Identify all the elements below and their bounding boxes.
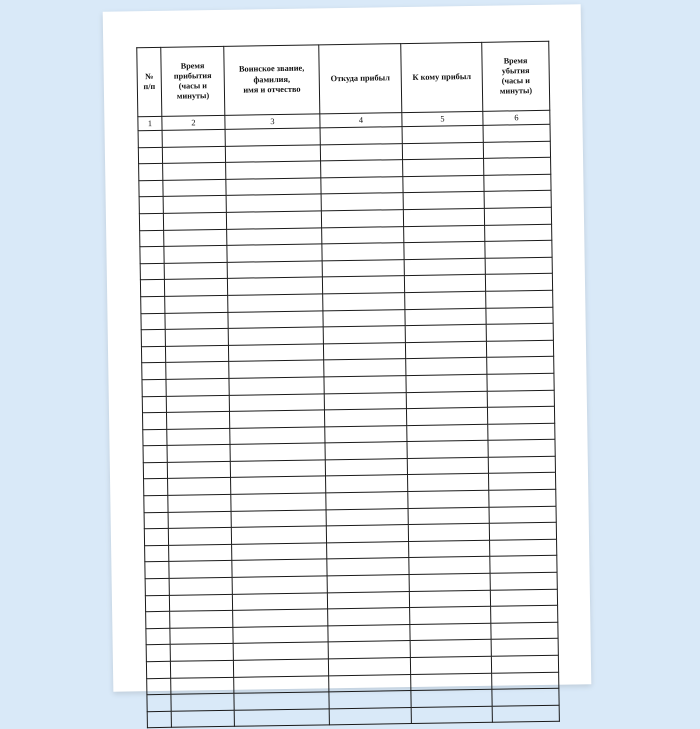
table-cell[interactable]: [324, 359, 406, 377]
table-cell[interactable]: [169, 561, 232, 579]
table-cell[interactable]: [143, 462, 167, 479]
table-cell[interactable]: [324, 375, 406, 393]
table-cell[interactable]: [406, 358, 487, 376]
header-line: прибытия: [173, 70, 212, 81]
table-cell[interactable]: [141, 346, 165, 363]
table-cell[interactable]: [233, 626, 328, 644]
table-cell[interactable]: [490, 539, 557, 557]
table-cell[interactable]: [406, 374, 487, 392]
table-cell[interactable]: [229, 410, 324, 428]
table-cell[interactable]: [143, 429, 167, 446]
table-cell[interactable]: [167, 428, 230, 446]
table-cell[interactable]: [483, 124, 550, 142]
table-cell[interactable]: [168, 528, 231, 546]
table-cell[interactable]: [322, 259, 404, 277]
column-number-cell: 2: [162, 115, 225, 130]
table-cell[interactable]: [233, 609, 328, 627]
table-cell[interactable]: [165, 345, 228, 363]
table-cell[interactable]: [486, 290, 553, 308]
table-cell[interactable]: [147, 711, 171, 728]
column-number-cell: 4: [320, 113, 402, 128]
table-cell[interactable]: [411, 689, 492, 707]
table-cell[interactable]: [405, 308, 486, 326]
header-line: фамилия,: [253, 74, 291, 85]
table-cell[interactable]: [320, 143, 402, 161]
table-cell[interactable]: [490, 572, 557, 590]
table-cell[interactable]: [491, 639, 558, 657]
table-cell[interactable]: [484, 207, 551, 225]
table-cell[interactable]: [324, 409, 406, 427]
table-cell[interactable]: [488, 473, 555, 491]
table-cell[interactable]: [141, 329, 165, 346]
column-header-arrival-time: [161, 46, 225, 116]
table-cell[interactable]: [228, 344, 323, 362]
table-cell[interactable]: [144, 495, 168, 512]
table-cell[interactable]: [410, 623, 491, 641]
table-cell[interactable]: [145, 545, 169, 562]
table-cell[interactable]: [322, 276, 404, 294]
table-cell[interactable]: [402, 142, 483, 160]
table-cell[interactable]: [233, 642, 328, 660]
table-cell[interactable]: [403, 192, 484, 210]
table-cell[interactable]: [411, 673, 492, 691]
table-cell[interactable]: [232, 543, 327, 561]
column-header-arrived-to-whom: [401, 42, 483, 112]
table-cell[interactable]: [167, 445, 230, 463]
table-cell[interactable]: [232, 576, 327, 594]
table-cell[interactable]: [327, 541, 409, 559]
table-cell[interactable]: [408, 524, 489, 542]
table-body: [138, 124, 559, 728]
paper-sheet: [103, 4, 592, 691]
table-cell[interactable]: [164, 229, 227, 247]
column-number-cell: 1: [138, 116, 162, 130]
table-cell[interactable]: [230, 443, 325, 461]
table-cell[interactable]: [491, 655, 558, 673]
table-cell[interactable]: [232, 592, 327, 610]
table-cell[interactable]: [320, 127, 402, 145]
table-cell[interactable]: [491, 605, 558, 623]
table-cell[interactable]: [329, 674, 411, 692]
table-cell[interactable]: [146, 628, 170, 645]
header-line: Откуда прибыл: [330, 73, 390, 83]
table-cell[interactable]: [327, 575, 409, 593]
header-line: №: [145, 71, 154, 81]
table-cell[interactable]: [169, 577, 232, 595]
table-cell[interactable]: [486, 323, 553, 341]
header-line: Воинское звание,: [238, 63, 305, 74]
table-cell[interactable]: [483, 141, 550, 159]
column-header-number: [137, 47, 162, 116]
table-cell[interactable]: [234, 709, 329, 727]
table-cell[interactable]: [139, 197, 163, 214]
table-cell[interactable]: [146, 612, 170, 629]
table-cell[interactable]: [138, 147, 162, 164]
table-cell[interactable]: [489, 489, 556, 507]
table-cell[interactable]: [168, 478, 231, 496]
table-cell[interactable]: [227, 261, 322, 279]
table-cell[interactable]: [169, 544, 232, 562]
table-cell[interactable]: [162, 146, 225, 164]
table-cell[interactable]: [227, 227, 322, 245]
table-cell[interactable]: [486, 340, 553, 358]
table-cell[interactable]: [228, 327, 323, 345]
table-cell[interactable]: [168, 494, 231, 512]
table-cell[interactable]: [141, 313, 165, 330]
table-cell[interactable]: [326, 525, 408, 543]
table-cell[interactable]: [171, 710, 234, 728]
table-cell[interactable]: [322, 226, 404, 244]
table-cell[interactable]: [170, 660, 233, 678]
table-cell[interactable]: [164, 279, 227, 297]
header-line: Время: [503, 55, 528, 66]
table-cell[interactable]: [145, 578, 169, 595]
table-cell[interactable]: [227, 244, 322, 262]
table-cell[interactable]: [329, 707, 411, 725]
table-cell[interactable]: [144, 512, 168, 529]
table-cell[interactable]: [169, 594, 232, 612]
table-cell[interactable]: [228, 310, 323, 328]
table-cell[interactable]: [411, 706, 492, 724]
table-cell[interactable]: [323, 293, 405, 311]
table-cell[interactable]: [227, 277, 322, 295]
table-cell[interactable]: [323, 326, 405, 344]
table-cell[interactable]: [410, 640, 491, 658]
header-line: п/п: [143, 81, 156, 92]
table-cell[interactable]: [406, 391, 487, 409]
header-line: убытия: [501, 65, 530, 76]
table-cell[interactable]: [139, 213, 163, 230]
table-cell[interactable]: [171, 694, 234, 712]
table-cell[interactable]: [230, 460, 325, 478]
table-cell[interactable]: [325, 425, 407, 443]
table-cell[interactable]: [142, 412, 166, 429]
table-cell[interactable]: [140, 230, 164, 247]
column-number-cell: 5: [402, 111, 483, 126]
table-cell[interactable]: [404, 275, 485, 293]
table-cell[interactable]: [484, 157, 551, 175]
table-cell[interactable]: [234, 675, 329, 693]
table-cell[interactable]: [231, 526, 326, 544]
table-cell[interactable]: [407, 457, 488, 475]
header-row: [137, 41, 550, 116]
table-cell[interactable]: [404, 258, 485, 276]
table-cell[interactable]: [229, 393, 324, 411]
table-cell[interactable]: [487, 406, 554, 424]
table-cell[interactable]: [326, 508, 408, 526]
table-cell[interactable]: [490, 556, 557, 574]
table-cell[interactable]: [165, 295, 228, 313]
table-cell[interactable]: [231, 510, 326, 528]
table-cell[interactable]: [407, 441, 488, 459]
header-line: имя и отчество: [243, 84, 301, 95]
table-cell[interactable]: [163, 212, 226, 230]
table-cell[interactable]: [491, 622, 558, 640]
table-cell[interactable]: [140, 280, 164, 297]
table-cell[interactable]: [165, 312, 228, 330]
table-cell[interactable]: [405, 324, 486, 342]
table-cell[interactable]: [170, 611, 233, 629]
table-cell[interactable]: [325, 442, 407, 460]
table-cell[interactable]: [487, 390, 554, 408]
table-cell[interactable]: [140, 263, 164, 280]
table-cell[interactable]: [141, 296, 165, 313]
table-cell[interactable]: [168, 511, 231, 529]
table-cell[interactable]: [139, 180, 163, 197]
table-cell[interactable]: [410, 656, 491, 674]
table-cell[interactable]: [139, 164, 163, 181]
table-cell[interactable]: [231, 476, 326, 494]
table-cell[interactable]: [140, 247, 164, 264]
header-line: минуты): [176, 91, 210, 101]
table-cell[interactable]: [144, 529, 168, 546]
table-cell[interactable]: [324, 392, 406, 410]
journal-table: [136, 41, 560, 729]
column-header-arrived-from: [319, 44, 402, 114]
table-cell[interactable]: [225, 144, 320, 162]
table-cell[interactable]: [323, 342, 405, 360]
table-cell[interactable]: [403, 175, 484, 193]
table-cell[interactable]: [409, 590, 490, 608]
table-cell[interactable]: [328, 624, 410, 642]
header-line: К кому прибыл: [412, 71, 472, 82]
table-cell[interactable]: [143, 446, 167, 463]
journal-table-container: [136, 41, 559, 729]
table-cell[interactable]: [484, 174, 551, 192]
table-cell[interactable]: [146, 661, 170, 678]
table-cell[interactable]: [409, 540, 490, 558]
table-cell[interactable]: [484, 191, 551, 209]
table-cell[interactable]: [406, 407, 487, 425]
table-cell[interactable]: [226, 211, 321, 229]
table-cell[interactable]: [409, 573, 490, 591]
table-cell[interactable]: [408, 474, 489, 492]
header-line: Время: [180, 60, 205, 71]
header-line: (часы и: [178, 81, 208, 91]
table-cell[interactable]: [403, 159, 484, 177]
table-cell[interactable]: [230, 427, 325, 445]
table-cell[interactable]: [326, 492, 408, 510]
table-cell[interactable]: [142, 363, 166, 380]
table-header: [137, 41, 550, 130]
table-cell[interactable]: [326, 475, 408, 493]
table-cell[interactable]: [321, 210, 403, 228]
table-cell[interactable]: [145, 595, 169, 612]
table-cell[interactable]: [488, 456, 555, 474]
column-number-cell: 3: [225, 114, 320, 129]
table-cell[interactable]: [225, 128, 320, 146]
table-cell[interactable]: [233, 659, 328, 677]
table-cell[interactable]: [166, 378, 229, 396]
table-cell[interactable]: [490, 589, 557, 607]
table-cell[interactable]: [162, 129, 225, 147]
table-cell[interactable]: [226, 161, 321, 179]
table-cell[interactable]: [325, 458, 407, 476]
table-cell[interactable]: [492, 672, 559, 690]
table-cell[interactable]: [485, 274, 552, 292]
table-cell[interactable]: [489, 506, 556, 524]
table-cell[interactable]: [166, 362, 229, 380]
table-cell[interactable]: [147, 678, 171, 695]
table-cell[interactable]: [163, 179, 226, 197]
table-cell[interactable]: [485, 257, 552, 275]
table-cell[interactable]: [229, 360, 324, 378]
table-cell[interactable]: [405, 341, 486, 359]
table-cell[interactable]: [138, 130, 162, 147]
table-cell[interactable]: [327, 591, 409, 609]
table-cell[interactable]: [147, 694, 171, 711]
column-header-rank-and-name: [224, 45, 320, 115]
table-cell[interactable]: [404, 225, 485, 243]
table-cell[interactable]: [228, 294, 323, 312]
table-cell[interactable]: [226, 178, 321, 196]
table-cell[interactable]: [403, 208, 484, 226]
header-line: (часы и: [501, 76, 531, 86]
table-cell[interactable]: [164, 262, 227, 280]
table-cell[interactable]: [142, 396, 166, 413]
table-cell[interactable]: [485, 224, 552, 242]
table-cell[interactable]: [167, 461, 230, 479]
table-cell[interactable]: [146, 645, 170, 662]
table-cell[interactable]: [492, 688, 559, 706]
table-cell[interactable]: [142, 379, 166, 396]
table-cell[interactable]: [234, 692, 329, 710]
table-cell[interactable]: [409, 557, 490, 575]
table-cell[interactable]: [486, 307, 553, 325]
table-cell[interactable]: [407, 424, 488, 442]
table-cell[interactable]: [145, 562, 169, 579]
table-cell[interactable]: [144, 479, 168, 496]
table-cell[interactable]: [321, 160, 403, 178]
table-cell[interactable]: [492, 705, 559, 723]
table-cell[interactable]: [232, 559, 327, 577]
table-cell[interactable]: [489, 522, 556, 540]
table-cell[interactable]: [323, 309, 405, 327]
table-cell[interactable]: [165, 328, 228, 346]
table-cell[interactable]: [321, 176, 403, 194]
column-number-cell: 6: [483, 110, 550, 125]
table-cell[interactable]: [226, 194, 321, 212]
table-cell[interactable]: [170, 627, 233, 645]
header-line: минуты): [499, 86, 533, 96]
table-cell[interactable]: [163, 163, 226, 181]
table-cell[interactable]: [488, 440, 555, 458]
table-cell[interactable]: [322, 243, 404, 261]
table-cell[interactable]: [328, 608, 410, 626]
table-cell[interactable]: [487, 357, 554, 375]
table-cell[interactable]: [164, 246, 227, 264]
table-cell[interactable]: [402, 125, 483, 143]
table-cell[interactable]: [231, 493, 326, 511]
table-cell[interactable]: [171, 677, 234, 695]
table-cell[interactable]: [408, 490, 489, 508]
table-cell[interactable]: [485, 240, 552, 258]
table-cell[interactable]: [487, 373, 554, 391]
table-cell[interactable]: [488, 423, 555, 441]
table-cell[interactable]: [321, 193, 403, 211]
table-cell[interactable]: [229, 377, 324, 395]
table-cell[interactable]: [163, 196, 226, 214]
table-cell[interactable]: [170, 644, 233, 662]
column-header-departure-time: [482, 41, 550, 111]
table-cell[interactable]: [166, 411, 229, 429]
table-cell[interactable]: [328, 658, 410, 676]
table-cell[interactable]: [328, 641, 410, 659]
table-cell[interactable]: [408, 507, 489, 525]
table-cell[interactable]: [327, 558, 409, 576]
table-cell[interactable]: [405, 291, 486, 309]
table-cell[interactable]: [166, 395, 229, 413]
table-cell[interactable]: [410, 606, 491, 624]
table-cell[interactable]: [404, 241, 485, 259]
